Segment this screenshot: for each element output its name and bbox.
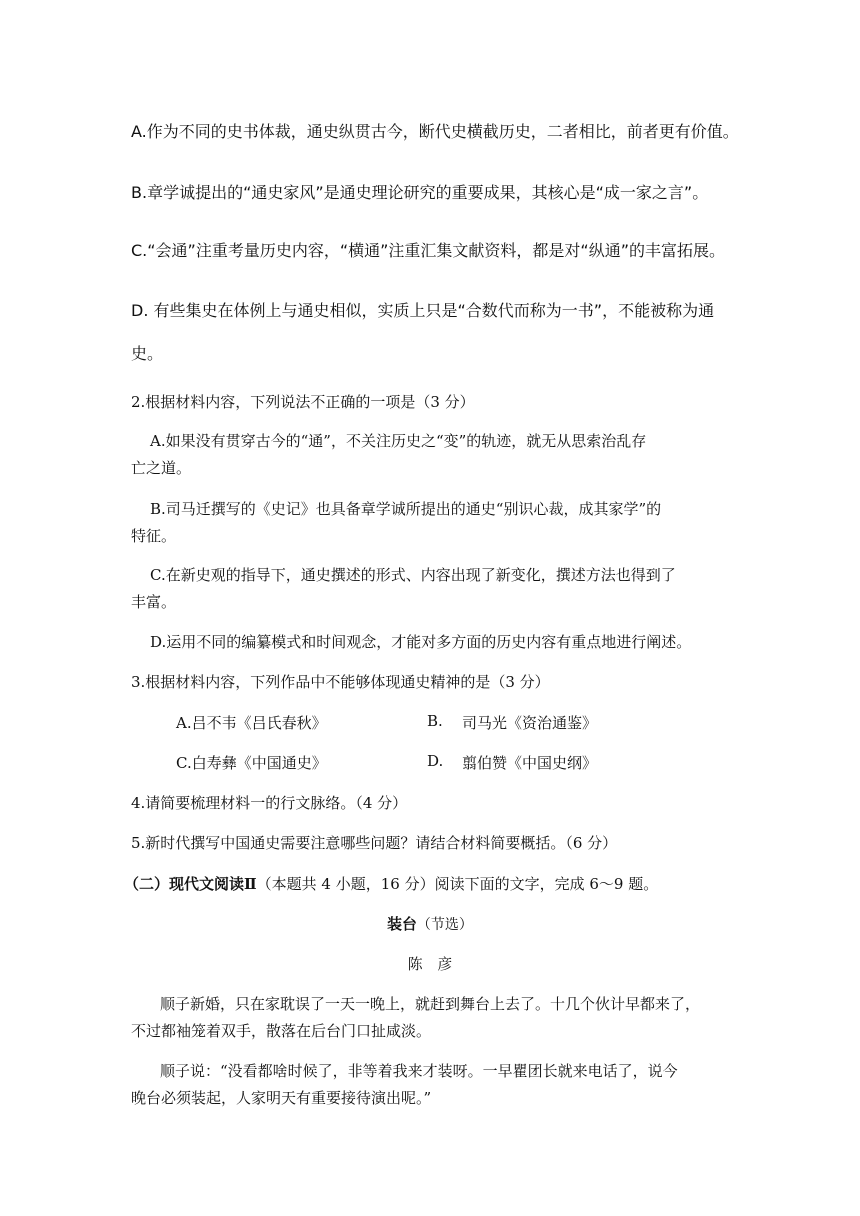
option-2d: D.运用不同的编纂模式和时间观念，才能对多方面的历史内容有重点地进行阐述。	[150, 633, 692, 651]
option-1d-line-2: 史。	[131, 344, 164, 363]
question-2-stem: 2.根据材料内容，下列说法不正确的一项是（3 分）	[131, 393, 475, 411]
option-2a-line-2: 亡之道。	[131, 459, 192, 477]
paragraph-2-line-2: 晚台必须装起，人家明天有重要接待演出呢。”	[131, 1089, 432, 1107]
option-3b: 司马光《资治通鉴》	[462, 714, 598, 732]
article-title-text: 装台	[387, 916, 417, 933]
article-title-note: （节选）	[416, 917, 473, 933]
option-3d: 翦伯赞《中国史纲》	[462, 754, 598, 772]
option-1b: B.章学诚提出的“通史家风”是通史理论研究的重要成果，其核心是“成一家之言”。	[131, 183, 709, 202]
option-3b-letter: B.	[427, 712, 443, 730]
paragraph-1-line-1: 顺子新婚，只在家耽误了一天一晚上，就赶到舞台上去了。十几个伙计早都来了，	[160, 995, 701, 1013]
option-1d-line-1: D. 有些集史在体例上与通史相似，实质上只是“合数代而称为一书”，不能被称为通	[131, 301, 715, 320]
option-3c: C.白寿彝《中国通史》	[176, 754, 327, 772]
option-2c-line-2: 丰富。	[131, 593, 177, 611]
article-title	[0, 913, 860, 934]
option-3a: A.吕不韦《吕氏春秋》	[176, 714, 327, 732]
option-3d-letter: D.	[427, 752, 444, 770]
option-1a: A.作为不同的史书体裁，通史纵贯古今，断代史横截历史，二者相比，前者更有价值。	[131, 122, 739, 141]
option-2b-line-1: B.司马迁撰写的《史记》也具备章学诚所提出的通史“别识心裁，成其家学”的	[150, 500, 662, 518]
paragraph-1-line-2: 不过都袖笼着双手，散落在后台门口扯咸淡。	[131, 1022, 432, 1040]
paragraph-2-line-1: 顺子说：“没看都啥时候了，非等着我来才装呀。一早瞿团长就来电话了，说今	[160, 1062, 678, 1080]
option-1c: C.“会通”注重考量历史内容，“横通”注重汇集文献资料，都是对“纵通”的丰富拓展。	[131, 241, 725, 260]
article-author: 陈 彦	[407, 956, 453, 973]
option-2b-line-2: 特征。	[131, 527, 177, 545]
question-5: 5.新时代撰写中国通史需要注意哪些问题？请结合材料简要概括。（6 分）	[131, 834, 618, 852]
option-2c-line-1: C.在新史观的指导下，通史撰述的形式、内容出现了新变化，撰述方法也得到了	[150, 566, 676, 584]
option-2a-line-1: A.如果没有贯穿古今的“通”，不关注历史之“变”的轨迹，就无从思索治乱存	[150, 432, 647, 450]
section-2-description: （本题共 4 小题，16 分）阅读下面的文字，完成 6～9 题。	[256, 875, 659, 893]
question-4: 4.请简要梳理材料一的行文脉络。（4 分）	[131, 794, 408, 812]
question-3-stem: 3.根据材料内容，下列作品中不能够体现通史精神的是（3 分）	[131, 673, 550, 691]
section-2-heading	[124, 873, 658, 894]
section-2-title: （二）现代文阅读Ⅱ	[124, 875, 257, 893]
